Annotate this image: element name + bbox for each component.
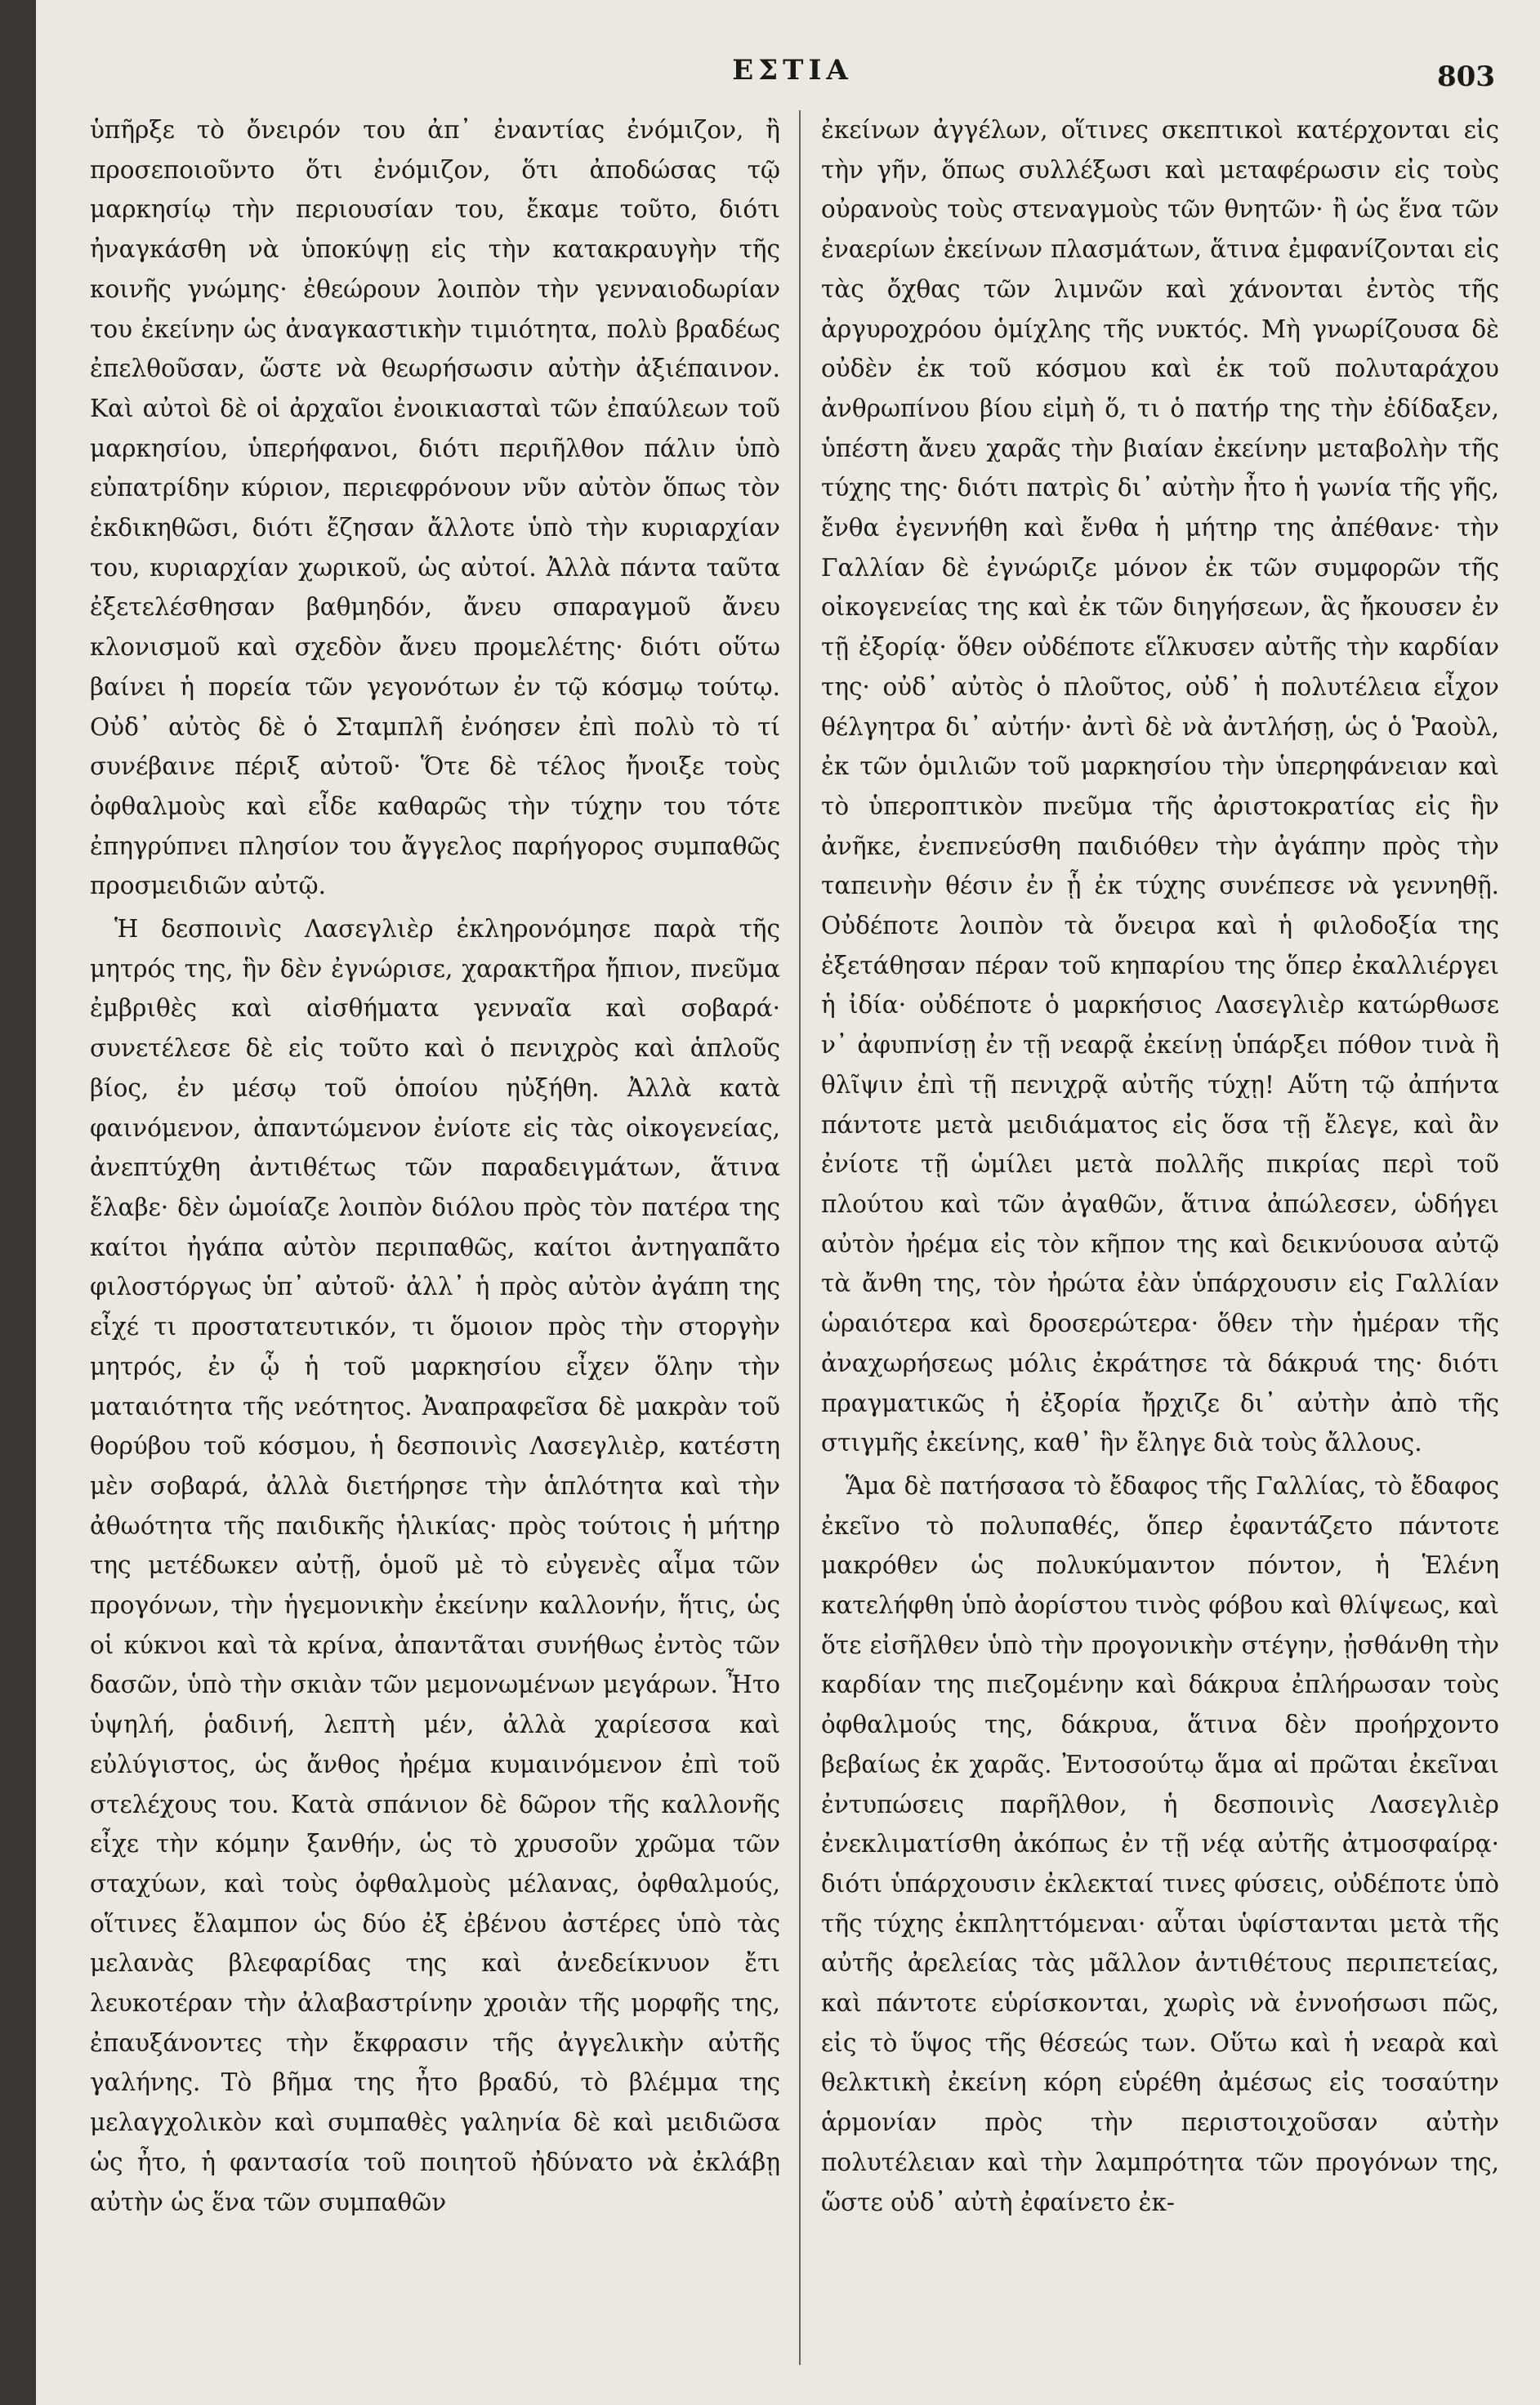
- journal-title: ΕΣΤΙΑ: [732, 54, 853, 87]
- paragraph: ὑπῆρξε τὸ ὄνειρόν του ἀπ᾽ ἐναντίας ἐνόμιζον, ἢ προσεποιοῦντο ὅτι ἐνόμιζον, ὅτι ἀποδώσας τῷ μαρκησίῳ τὴν περιουσίαν του, ἔκαμε τοῦτο, διότι ἠναγκάσθη νὰ ὑποκύψῃ εἰς τὴν κατακραυγὴν τῆς κοινῆς γνώμης· ἐθεώρουν λοιπὸν τὴν γενναιοδωρίαν του ἐκείνην ὡς ἀναγκαστικὴν τιμιότητα, πολὺ βραδέως ἐπελθοῦσαν, ὥστε νὰ θεωρήσωσιν αὐτὴν ἀξιέπαινον. Καὶ αὐτοὶ δὲ οἱ ἀρχαῖοι ἐνοικιασταὶ τῶν ἐπαύλεων τοῦ μαρκησίου, ὑπερήφανοι, διότι περιῆλθον πάλιν ὑπὸ εὐπατρίδην κύριον, περιεφρόνουν νῦν αὐτὸν ὅπως τὸν ἐκδικηθῶσι, διότι ἔζησαν ἄλλοτε ὑπὸ τὴν κυριαρχίαν του, κυριαρχίαν χωρικοῦ, ὡς αὐτοί. Ἀλλὰ πάντα ταῦτα ἐξετελέσθησαν βαθμηδόν, ἄνευ σπαραγμοῦ ἄνευ κλονισμοῦ καὶ σχεδὸν ἄνευ προμελέτης· διότι οὕτω βαίνει ἡ πορεία τῶν γεγονότων ἐν τῷ κόσμῳ τούτῳ. Οὐδ᾽ αὐτὸς δὲ ὁ Σταμπλῆ ἐνόησεν ἐπὶ πολὺ τὸ τί συνέβαινε πέριξ αὐτοῦ· Ὅτε δὲ τέλος ἤνοιξε τοὺς ὀφθαλμοὺς καὶ εἶδε καθαρῶς τὴν τύχην του τότε ἐπηγρύπνει πλησίον του ἄγγελος παρήγορος συμπαθῶς προσμειδιῶν αὐτῷ.: [90, 116, 780, 900]
- paragraph: Ἡ δεσποινὶς Λασεγλιὲρ ἐκληρονόμησε παρὰ τῆς μητρός της, ἣν δὲν ἐγνώρισε, χαρακτῆρα ἤπιον, πνεῦμα ἐμβριθὲς καὶ αἰσθήματα γενναῖα καὶ σοβαρά· συνετέλεσε δὲ εἰς τοῦτο καὶ ὁ πενιχρὸς καὶ ἁπλοῦς βίος, ἐν μέσῳ τοῦ ὁποίου ηὐξήθη. Ἀλλὰ κατὰ φαινόμενον, ἀπαντώμενον ἐνίοτε εἰς τὰς οἰκογενείας, ἀνεπτύχθη ἀντιθέτως τῶν παραδειγμάτων, ἅτινα ἔλαβε· δὲν ὡμοίαζε λοιπὸν διόλου πρὸς τὸν πατέρα της καίτοι ἠγάπα αὐτὸν περιπαθῶς, καίτοι ἀντηγαπᾶτο φιλοστόργως ὑπ᾽ αὐτοῦ· ἀλλ᾽ ἡ πρὸς αὐτὸν ἀγάπη της εἶχέ τι προστατευτικόν, τι ὅμοιον πρὸς τὴν στοργὴν μητρός, ἐν ᾧ ἡ τοῦ μαρκησίου εἶχεν ὅλην τὴν ματαιότητα τῆς νεότητος. Ἀναπραφεῖσα δὲ μακρὰν τοῦ θορύβου τοῦ κόσμου, ἡ δεσποινὶς Λασεγλιὲρ, κατέστη μὲν σοβαρά, ἀλλὰ διετήρησε τὴν ἁπλότητα καὶ τὴν ἀθωότητα τῆς παιδικῆς ἡλικίας· πρὸς τούτοις ἡ μήτηρ της μετέδωκεν αὐτῇ, ὁμοῦ μὲ τὸ εὐγενὲς αἷμα τῶν προγόνων, τὴν ἡγεμονικὴν ἐκείνην καλλονήν, ἥτις, ὡς οἱ κύκνοι καὶ τὰ κρίνα, ἀπαντᾶται συνήθως ἐντὸς τῶν δασῶν, ὑπὸ τὴν σκιὰν τῶν μεμονωμένων μεγάρων. Ἦτο ὑψηλή, ῥαδινή, λεπτὴ μέν, ἀλλὰ χαρίεσσα καὶ εὐλύγιστος, ὡς ἄνθος ἠρέμα κυμαινόμενον ἐπὶ τοῦ στελέχους του. Κατὰ σπάνιον δὲ δῶρον τῆς καλλονῆς εἶχε τὴν κόμην ξανθήν, ὡς τὸ χρυσοῦν χρῶμα τῶν σταχύων, καὶ τοὺς ὀφθαλμοὺς μέλανας, ὀφθαλμούς, οἵτινες ἔλαμπον ὡς δύο ἐξ ἐβένου ἀστέρες ὑπὸ τὰς μελανὰς βλεφαρίδας της καὶ ἀνεδείκνυον ἔτι λευκοτέραν τὴν ἀλαβαστρίνην χροιὰν τῆς μορφῆς της, ἐπαυξάνοντες τὴν ἔκφρασιν τῆς ἀγγελικὴν αὐτῆς γαλήνης. Τὸ βῆμα της ἦτο βραδύ, τὸ βλέμμα της μελαγχολικὸν καὶ συμπαθὲς γαληνία δὲ καὶ μειδιῶσα ὡς ἦτο, ἡ φαντασία τοῦ ποιητοῦ ἠδύνατο νὰ ἐκλάβῃ αὐτὴν ὡς ἕνα τῶν συμπαθῶν: [90, 915, 780, 2216]
- page-number: 803: [1437, 60, 1495, 93]
- binding-spine: [0, 0, 36, 2405]
- paragraph: ἐκείνων ἀγγέλων, οἵτινες σκεπτικοὶ κατέρχονται εἰς τὴν γῆν, ὅπως συλλέξωσι καὶ μεταφέρωσιν εἰς τοὺς οὐρανοὺς τοὺς στεναγμοὺς τῶν θνητῶν· ἢ ὡς ἕνα τῶν ἐναερίων ἐκείνων πλασμάτων, ἅτινα ἐμφανίζονται εἰς τὰς ὄχθας τῶν λιμνῶν καὶ χάνονται ἐντὸς τῆς ἀργυροχρόου ὁμίχλης τῆς νυκτός. Μὴ γνωρίζουσα δὲ οὐδὲν ἐκ τοῦ κόσμου καὶ ἐκ τοῦ πολυταράχου ἀνθρωπίνου βίου εἰμὴ ὅ, τι ὁ πατήρ της τὴν ἐδίδαξεν, ὑπέστη ἄνευ χαρᾶς τὴν βιαίαν ἐκείνην μεταβολὴν τῆς τύχης της· διότι πατρὶς δι᾽ αὐτὴν ἦτο ἡ γωνία τῆς γῆς, ἔνθα ἐγεννήθη καὶ ἔνθα ἡ μήτηρ της ἀπέθανε· τὴν Γαλλίαν δὲ ἐγνώριζε μόνον ἐκ τῶν συμφορῶν τῆς οἰκογενείας της καὶ ἐκ τῶν διηγήσεων, ἃς ἤκουσεν ἐν τῇ ἐξορίᾳ· ὅθεν οὐδέποτε εἵλκυσεν αὐτῆς τὴν καρδίαν της· οὐδ᾽ αὐτὸς ὁ πλοῦτος, οὐδ᾽ ἡ πολυτέλεια εἶχον θέλγητρα δι᾽ αὐτήν· ἀντὶ δὲ νὰ ἀντλήσῃ, ὡς ὁ Ῥαοὺλ, ἐκ τῶν ὁμιλιῶν τοῦ μαρκησίου τὴν ὑπερηφάνειαν καὶ τὸ ὑπεροπτικὸν πνεῦμα τῆς ἀριστοκρατίας εἰς ἣν ἀνῆκε, ἐνεπνεύσθη παιδιόθεν τὴν ἀγάπην πρὸς τὴν ταπεινὴν θέσιν ἐν ᾗ ἐκ τύχης συνέπεσε νὰ γεννηθῇ. Οὐδέποτε λοιπὸν τὰ ὄνειρα καὶ ἡ φιλοδοξία της ἐξετάθησαν πέραν τοῦ κηπαρίου της ὅπερ ἐκαλλιέργει ἡ ἰδία· οὐδέποτε ὁ μαρκήσιος Λασεγλιὲρ κατώρθωσε ν᾽ ἀφυπνίσῃ ἐν τῇ νεαρᾷ ἐκείνῃ ὑπάρξει πόθον τινὰ ἢ θλῖψιν ἐπὶ τῇ πενιχρᾷ αὐτῆς τύχῃ! Αὕτη τῷ ἀπήντα πάντοτε μετὰ μειδιάματος εἰς ὅσα τῇ ἔλεγε, καὶ ἂν ἐνίοτε τῇ ὡμίλει μετὰ πολλῆς πικρίας περὶ τοῦ πλούτου καὶ τῶν ἀγαθῶν, ἅτινα ἀπώλεσεν, ὡδήγει αὐτὸν ἠρέμα εἰς τὸν κῆπον της καὶ δεικνύουσα αὐτῷ τὰ ἄνθη της, τὸν ἠρώτα ἐὰν ὑπάρχουσιν εἰς Γαλλίαν ὡραιότερα καὶ δροσερώτερα· ὅθεν τὴν ἡμέραν τῆς ἀναχωρήσεως μόλις ἐκράτησε τὰ δάκρυά της· διότι πραγματικῶς ἡ ἐξορία ἤρχιζε δι᾽ αὐτὴν ἀπὸ τῆς στιγμῆς ἐκείνης, καθ᾽ ἣν ἔληγε διὰ τοὺς ἄλλους.: [821, 116, 1499, 1457]
- right-column: [821, 110, 1499, 2365]
- paragraph: Ἅμα δὲ πατήσασα τὸ ἔδαφος τῆς Γαλλίας, τὸ ἔδαφος ἐκεῖνο τὸ πολυπαθές, ὅπερ ἐφαντάζετο πάντοτε μακρόθεν ὡς πολυκύμαντον πόντον, ἡ Ἑλένη κατελήφθη ὑπὸ ἀορίστου τινὸς φόβου καὶ θλίψεως, καὶ ὅτε εἰσῆλθεν ὑπὸ τὴν προγονικὴν στέγην, ᾐσθάνθη τὴν καρδίαν της πιεζομένην καὶ δάκρυα ἐπλήρωσαν τοὺς ὀφθαλμούς της, δάκρυα, ἅτινα δὲν προήρχοντο βεβαίως ἐκ χαρᾶς. Ἐντοσούτῳ ἅμα αἱ πρῶται ἐκεῖναι ἐντυπώσεις παρῆλθον, ἡ δεσποινὶς Λασεγλιὲρ ἐνεκλιματίσθη ἀκόπως ἐν τῇ νέᾳ αὐτῆς ἀτμοσφαίρᾳ· διότι ὑπάρχουσιν ἐκλεκταί τινες φύσεις, οὐδέποτε ὑπὸ τῆς τύχης ἐκπληττόμεναι· αὗται ὑφίστανται μετὰ τῆς αὐτῆς ἀρελείας τὰς μᾶλλον ἀντιθέτους περιπετείας, καὶ πάντοτε εὑρίσκονται, χωρὶς νὰ ἐννοήσωσι πῶς, εἰς τὸ ὕψος τῆς θέσεώς των. Οὕτω καὶ ἡ νεαρὰ καὶ θελκτικὴ ἐκείνη κόρη εὑρέθη ἀμέσως εἰς τοσαύτην ἁρμονίαν πρὸς τὴν περιστοιχοῦσαν αὐτὴν πολυτέλειαν καὶ τὴν λαμπρότητα τῶν προγόνων της, ὥστε οὐδ᾽ αὐτὴ ἐφαίνετο ἐκ-: [821, 1471, 1499, 2216]
- running-head: [90, 47, 1495, 96]
- left-column: [90, 110, 780, 2365]
- column-divider: [799, 110, 801, 2365]
